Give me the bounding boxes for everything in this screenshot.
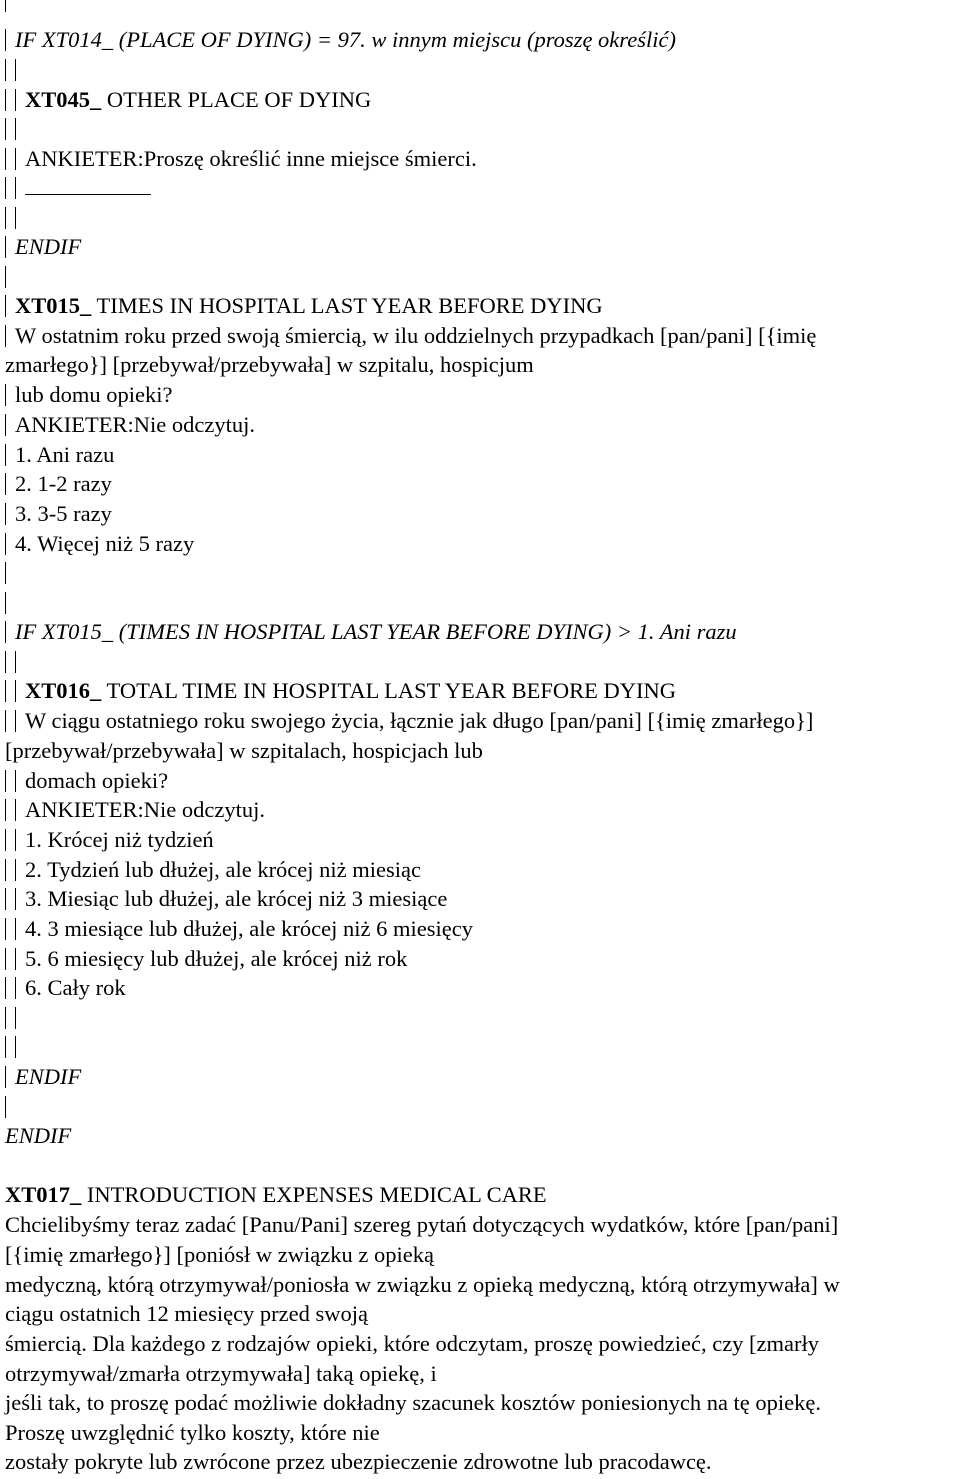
question-title: INTRODUCTION EXPENSES MEDICAL CARE	[81, 1182, 547, 1207]
question-header-xt017	[5, 1180, 547, 1210]
nesting-bar	[15, 859, 16, 881]
question-title: TIMES IN HOSPITAL LAST YEAR BEFORE DYING	[91, 293, 603, 318]
question-code: XT045_	[25, 87, 102, 112]
interviewer-note-xt045: ANKIETER:Proszę określić inne miejsce śmierci.	[5, 144, 477, 174]
nesting-bar	[5, 651, 6, 673]
nesting-bar	[5, 0, 6, 12]
nesting-bar	[5, 888, 6, 910]
nesting-bar	[15, 888, 16, 910]
nesting-bar	[5, 473, 6, 495]
nesting-bar	[5, 710, 6, 732]
nesting-bar	[15, 148, 16, 170]
intro-text-line: ciągu ostatnich 12 miesięcy przed swoją	[5, 1301, 369, 1326]
nesting-bar	[5, 295, 6, 317]
nesting-bar	[5, 948, 6, 970]
nesting-bar	[5, 59, 6, 81]
question-title: TOTAL TIME IN HOSPITAL LAST YEAR BEFORE DYING	[101, 678, 676, 703]
nesting-bar	[15, 1007, 16, 1029]
nesting-bar-row	[5, 647, 25, 677]
nesting-bar-row	[5, 1032, 25, 1062]
interviewer-note-xt016: ANKIETER:Nie odczytuj.	[5, 795, 265, 825]
question-title: OTHER PLACE OF DYING	[101, 87, 372, 112]
answer-blank-line[interactable]	[25, 176, 151, 195]
nesting-bar	[5, 621, 6, 643]
nesting-bar	[5, 89, 6, 111]
nesting-bar	[15, 770, 16, 792]
interviewer-note-xt015: ANKIETER:Nie odczytuj.	[5, 410, 255, 440]
nesting-bar-row	[5, 203, 25, 233]
nesting-bar	[5, 1066, 6, 1088]
nesting-bar	[5, 444, 6, 466]
answer-blank-row	[5, 173, 151, 203]
nesting-bar	[5, 325, 6, 347]
nesting-bar	[5, 384, 6, 406]
answer-option[interactable]: 1. Krócej niż tydzień	[5, 825, 214, 855]
intro-text-line: zostały pokryte lub zwrócone przez ubezpieczenie zdrowotne lub pracodawcę.	[5, 1449, 712, 1474]
if-condition-xt014: IF XT014_ (PLACE OF DYING) = 97. w innym miejscu (proszę określić)	[5, 25, 676, 55]
nesting-bar	[15, 948, 16, 970]
nesting-bar	[5, 1096, 6, 1118]
nesting-bar	[15, 918, 16, 940]
question-code: XT016_	[25, 678, 102, 703]
intro-text-line: śmiercią. Dla każdego z rodzajów opieki, które odczytam, proszę powiedzieć, czy [zmarły	[5, 1331, 820, 1356]
nesting-bar	[5, 592, 6, 614]
nesting-bar	[15, 207, 16, 229]
answer-option[interactable]: 3. 3-5 razy	[5, 499, 112, 529]
answer-option[interactable]: 1. Ani razu	[5, 440, 114, 470]
nesting-bar	[5, 799, 6, 821]
question-text-xt016-line3: domach opieki?	[5, 766, 168, 796]
nesting-bar-row	[5, 55, 25, 85]
intro-text-line: Chcielibyśmy teraz zadać [Panu/Pani] szereg pytań dotyczących wydatków, które [pan/pani]	[5, 1212, 839, 1237]
nesting-bar	[15, 177, 16, 199]
question-code: XT017_	[5, 1182, 82, 1207]
endif-outer: ENDIF	[5, 1123, 72, 1148]
nesting-bar	[15, 977, 16, 999]
nesting-bar	[15, 1036, 16, 1058]
question-text-xt015-line3: lub domu opieki?	[5, 380, 172, 410]
question-code: XT015_	[15, 293, 92, 318]
nesting-bar	[5, 977, 6, 999]
intro-text-line: Proszę uwzględnić tylko koszty, które nie	[5, 1420, 380, 1445]
nesting-bar	[5, 562, 6, 584]
endif-inner: ENDIF	[5, 1062, 81, 1092]
question-header-xt016	[5, 676, 676, 706]
answer-option[interactable]: 2. Tydzień lub dłużej, ale krócej niż miesiąc	[5, 855, 421, 885]
nesting-bar	[5, 533, 6, 555]
question-header-xt045	[5, 85, 371, 115]
nesting-bar	[15, 829, 16, 851]
if-condition-xt015: IF XT015_ (TIMES IN HOSPITAL LAST YEAR BEFORE DYING) > 1. Ani razu	[5, 617, 737, 647]
nesting-bar	[5, 829, 6, 851]
nesting-bar	[5, 236, 6, 258]
question-text-xt016-line1: W ciągu ostatniego roku swojego życia, łącznie jak długo [pan/pani] [{imię zmarłego}]	[5, 706, 813, 736]
question-text-xt016-line2: [przebywał/przebywała] w szpitalach, hospicjach lub	[5, 738, 483, 763]
intro-text-line: medyczną, którą otrzymywał/poniosła w związku z opieką medyczną, którą otrzymywała] w	[5, 1272, 840, 1297]
answer-option[interactable]: 4. 3 miesiące lub dłużej, ale krócej niż 6 miesięcy	[5, 914, 473, 944]
answer-option[interactable]: 3. Miesiąc lub dłużej, ale krócej niż 3 miesiące	[5, 884, 447, 914]
question-text-xt015-line2: zmarłego}] [przebywał/przebywała] w szpitalu, hospicjum	[5, 352, 534, 377]
nesting-bar	[15, 118, 16, 140]
nesting-bar	[5, 918, 6, 940]
answer-option[interactable]: 4. Więcej niż 5 razy	[5, 529, 194, 559]
question-header-xt015	[5, 291, 603, 321]
nesting-bar	[15, 59, 16, 81]
nesting-bar-row	[5, 1003, 25, 1033]
nesting-bar-row	[5, 262, 15, 292]
nesting-bar	[5, 1007, 6, 1029]
answer-option[interactable]: 6. Cały rok	[5, 973, 126, 1003]
intro-text-line: otrzymywał/zmarła otrzymywała] taką opiekę, i	[5, 1361, 437, 1386]
nesting-bar	[5, 118, 6, 140]
nesting-bar	[5, 859, 6, 881]
question-text-xt015-line1: W ostatnim roku przed swoją śmiercią, w ilu oddzielnych przypadkach [pan/pani] [{imię	[5, 321, 816, 351]
nesting-bar	[5, 680, 6, 702]
nesting-bar	[5, 177, 6, 199]
nesting-bar	[15, 680, 16, 702]
nesting-bar	[5, 414, 6, 436]
answer-option[interactable]: 5. 6 miesięcy lub dłużej, ale krócej niż rok	[5, 944, 407, 974]
nesting-bar	[5, 207, 6, 229]
endif-xt014: ENDIF	[5, 232, 81, 262]
intro-text-line: jeśli tak, to proszę podać możliwie dokładny szacunek kosztów poniesionych na tę opiekę.	[5, 1390, 822, 1415]
nesting-bar	[5, 266, 6, 288]
nesting-bar-row	[5, 558, 15, 588]
nesting-bar	[5, 148, 6, 170]
nesting-bar	[15, 89, 16, 111]
nesting-bar-row	[5, 588, 15, 618]
nesting-bar-row	[5, 1092, 15, 1122]
nesting-bar	[5, 29, 6, 51]
nesting-bar	[15, 710, 16, 732]
nesting-bar-row	[5, 114, 25, 144]
nesting-bar	[15, 799, 16, 821]
nesting-bar	[15, 651, 16, 673]
nesting-bar	[5, 770, 6, 792]
nesting-bar-row	[5, 0, 15, 16]
intro-text-line: [{imię zmarłego}] [poniósł w związku z opieką	[5, 1242, 434, 1267]
nesting-bar	[5, 1036, 6, 1058]
nesting-bar	[5, 503, 6, 525]
answer-option[interactable]: 2. 1-2 razy	[5, 469, 112, 499]
